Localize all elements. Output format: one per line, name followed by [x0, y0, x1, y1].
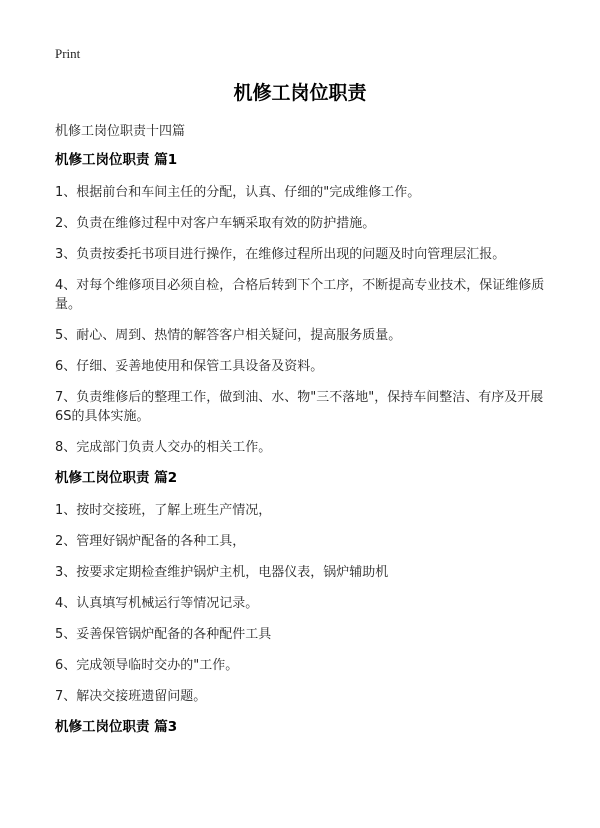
- section-heading: 机修工岗位职责 篇2: [55, 470, 178, 486]
- list-item: 7、解决交接班遗留问题。: [55, 689, 207, 704]
- list-item: 2、管理好锅炉配备的各种工具，: [55, 534, 246, 549]
- list-item: 2、负责在维修过程中对客户车辆采取有效的防护措施。: [55, 216, 376, 231]
- list-item: 4、认真填写机械运行等情况记录。: [55, 596, 259, 611]
- document-subtitle: 机修工岗位职责十四篇: [55, 124, 186, 139]
- list-item: 5、妥善保管锅炉配备的各种配件工具: [55, 627, 272, 642]
- list-item: 1、根据前台和车间主任的分配，认真、仔细的"完成维修工作。: [55, 185, 421, 200]
- list-item: 6、仔细、妥善地使用和保管工具设备及资料。: [55, 359, 324, 374]
- section-2: [55, 469, 555, 706]
- section-heading: 机修工岗位职责 篇3: [55, 719, 178, 735]
- list-item: 6、完成领导临时交办的"工作。: [55, 658, 239, 673]
- list-item: 7、负责维修后的整理工作，做到油、水、物"三不落地"，保持车间整洁、有序及开展6S的具体实施。: [55, 390, 544, 424]
- section-1: [55, 151, 555, 457]
- list-item: 1、按时交接班，了解上班生产情况，: [55, 503, 272, 518]
- list-item: 8、完成部门负责人交办的相关工作。: [55, 440, 272, 455]
- document-body: [55, 146, 555, 750]
- list-item: 3、按要求定期检查维护锅炉主机，电器仪表，锅炉辅助机: [55, 565, 389, 580]
- list-item: 3、负责按委托书项目进行操作，在维修过程所出现的问题及时向管理层汇报。: [55, 247, 506, 262]
- list-item: 4、对每个维修项目必须自检，合格后转到下个工序，不断提高专业技术，保证维修质量。: [55, 278, 545, 312]
- section-heading: 机修工岗位职责 篇1: [55, 152, 178, 168]
- section-3: [55, 718, 555, 736]
- print-label: Print: [55, 46, 81, 61]
- document-title: 机修工岗位职责: [233, 82, 367, 104]
- list-item: 5、耐心、周到、热情的解答客户相关疑问，提高服务质量。: [55, 328, 402, 343]
